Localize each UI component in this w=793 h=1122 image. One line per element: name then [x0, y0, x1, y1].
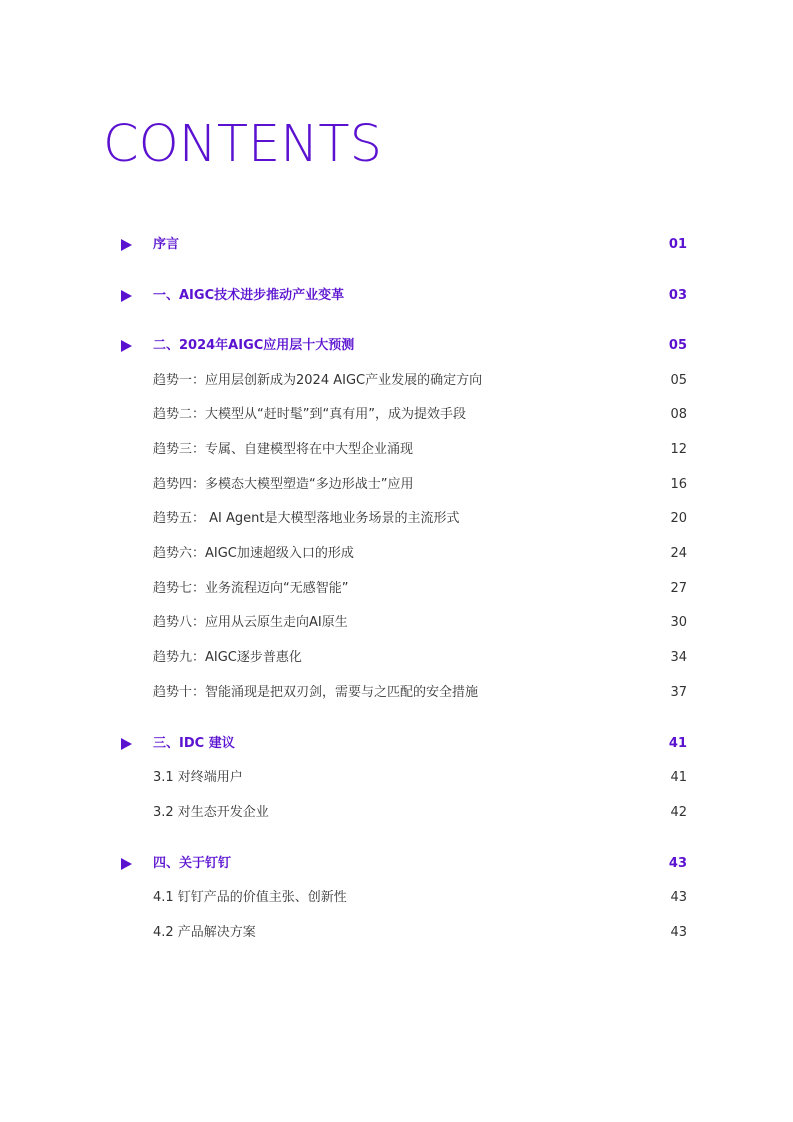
triangle-bullet-icon [121, 290, 132, 302]
toc-section-entry[interactable] [0, 333, 793, 359]
toc-entry-label: 序言 [153, 237, 180, 252]
toc-entry-label: 趋势七：业务流程迈向“无感智能” [153, 581, 349, 596]
toc-entry-label: 趋势二：大模型从“赶时髦”到“真有用”，成为提效手段 [153, 407, 466, 422]
toc-entry-page-number: 37 [670, 685, 687, 700]
toc-entry-label: 3.1 对终端用户 [153, 770, 243, 785]
toc-entry-page-number: 05 [670, 373, 687, 388]
toc-entry-page-number: 43 [668, 856, 687, 871]
toc-entry-label: 趋势九：AIGC逐步普惠化 [153, 650, 302, 665]
triangle-bullet-icon [121, 340, 132, 352]
toc-entry-page-number: 20 [670, 511, 687, 526]
toc-entry-label: 趋势八：应用从云原生走向AI原生 [153, 615, 348, 630]
toc-entry-label: 3.2 对生态开发企业 [153, 805, 269, 820]
toc-entry-page-number: 27 [670, 581, 687, 596]
toc-entry-page-number: 16 [670, 477, 687, 492]
toc-entry[interactable] [0, 576, 793, 602]
toc-entry[interactable] [0, 368, 793, 394]
toc-entry-page-number: 42 [670, 805, 687, 820]
toc-entry[interactable] [0, 402, 793, 428]
toc-entry[interactable] [0, 885, 793, 911]
toc-entry-label: 二、2024年AIGC应用层十大预测 [153, 338, 355, 353]
toc-entry[interactable] [0, 920, 793, 946]
triangle-bullet-icon [121, 858, 132, 870]
triangle-bullet-icon [121, 738, 132, 750]
toc-entry-page-number: 05 [668, 338, 687, 353]
toc-entry-label: 4.2 产品解决方案 [153, 925, 256, 940]
toc-entry-page-number: 01 [668, 237, 687, 252]
toc-entry[interactable] [0, 472, 793, 498]
toc-section-entry[interactable] [0, 731, 793, 757]
toc-entry[interactable] [0, 437, 793, 463]
toc-entry[interactable] [0, 765, 793, 791]
toc-entry-label: 趋势一：应用层创新成为2024 AIGC产业发展的确定方向 [153, 373, 483, 388]
toc-entry[interactable] [0, 680, 793, 706]
toc-entry-page-number: 08 [670, 407, 687, 422]
toc-entry-page-number: 43 [670, 890, 687, 905]
toc-entry-page-number: 12 [670, 442, 687, 457]
toc-entry-page-number: 41 [670, 770, 687, 785]
toc-entry[interactable] [0, 800, 793, 826]
toc-entry[interactable] [0, 645, 793, 671]
toc-entry-page-number: 24 [670, 546, 687, 561]
toc-entry-page-number: 30 [670, 615, 687, 630]
toc-section-entry[interactable] [0, 232, 793, 258]
toc-entry-label: 4.1 钉钉产品的价值主张、创新性 [153, 890, 347, 905]
toc-entry-label: 四、关于钉钉 [153, 856, 232, 871]
toc-entry-page-number: 34 [670, 650, 687, 665]
toc-section-entry[interactable] [0, 283, 793, 309]
toc-entry-page-number: 43 [670, 925, 687, 940]
triangle-bullet-icon [121, 239, 132, 251]
toc-entry-label: 趋势五： AI Agent是大模型落地业务场景的主流形式 [153, 511, 460, 526]
toc-entry-label: 趋势十：智能涌现是把双刃剑，需要与之匹配的安全措施 [153, 685, 479, 700]
toc-section-entry[interactable] [0, 851, 793, 877]
toc-entry[interactable] [0, 541, 793, 567]
toc-entry-page-number: 41 [668, 736, 687, 751]
toc-entry-label: 一、AIGC技术进步推动产业变革 [153, 288, 345, 303]
toc-entry-label: 趋势四：多模态大模型塑造“多边形战士”应用 [153, 477, 414, 492]
toc-entry[interactable] [0, 506, 793, 532]
toc-entry-page-number: 03 [668, 288, 687, 303]
toc-entry-label: 趋势六：AIGC加速超级入口的形成 [153, 546, 354, 561]
toc-entry-label: 趋势三：专属、自建模型将在中大型企业涌现 [153, 442, 414, 457]
page-title: CONTENTS [103, 115, 382, 174]
toc-entry[interactable] [0, 610, 793, 636]
toc-entry-label: 三、IDC 建议 [153, 736, 235, 751]
